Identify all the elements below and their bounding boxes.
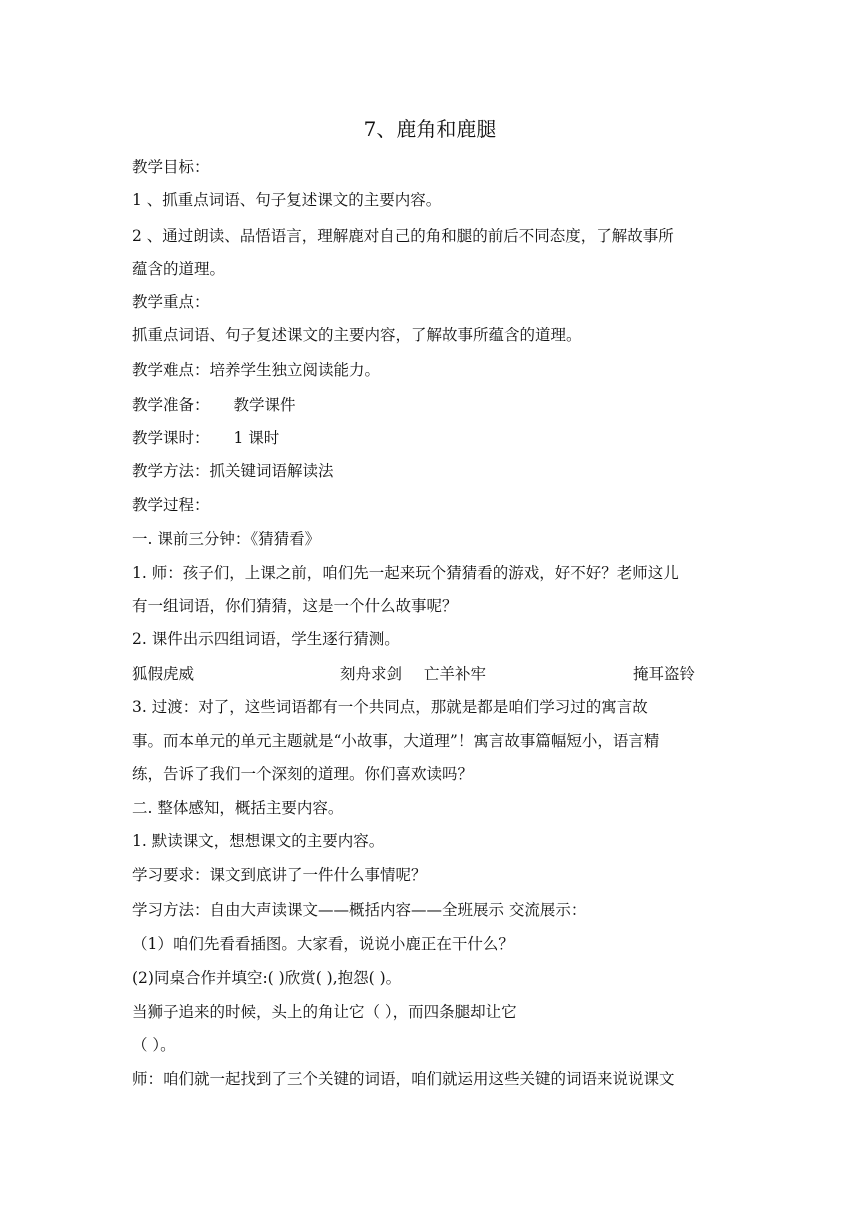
idiom-1: 狐假虎威 [132,665,195,683]
section-1-item-3-line-2: 事。而本单元的单元主题就是“小故事，大道理”！寓言故事篇幅短小，语言精 [132,732,660,750]
section-2-heading: 二. 整体感知，概括主要内容。 [132,799,344,817]
goal-item-2-line-1: 2 、通过朗读、品悟语言，理解鹿对自己的角和腿的前后不同态度，了解故事所 [132,227,674,245]
key-text: 抓重点词语、句子复述课文的主要内容，了解故事所蕴含的道理。 [132,326,582,344]
teacher-remark: 师：咱们就一起找到了三个关键的词语，咱们就运用这些关键的词语来说说课文 [132,1070,675,1088]
section-2-item-1: 1. 默读课文，想想课文的主要内容。 [132,832,385,850]
preparation-line [132,395,732,415]
section-1-heading: 一. 课前三分钟：《猜猜看》 [132,530,321,548]
section-1-item-3-line-3: 练，告诉了我们一个深刻的道理。你们喜欢读吗？ [132,765,474,783]
hours-label: 教学课时： [132,429,210,447]
goal-heading: 教学目标： [132,158,210,176]
question-1: （1）咱们先看看插图。大家看，说说小鹿正在干什么？ [132,935,514,953]
section-1-item-2: 2. 课件出示四组词语，学生逐行猜测。 [132,630,400,648]
method-line: 教学方法：抓关键词语解读法 [132,462,334,480]
study-requirement: 学习要求：课文到底讲了一件什么事情呢？ [132,866,427,884]
hours-line [132,428,732,448]
idiom-4: 掩耳盗铃 [633,665,696,683]
preparation-label: 教学准备： [132,396,210,414]
section-1-item-1-line-2: 有一组词语，你们猜猜，这是一个什么故事呢？ [132,597,458,615]
process-heading: 教学过程： [132,496,210,514]
section-1-item-1-line-1: 1. 师：孩子们，上课之前，咱们先一起来玩个猜猜看的游戏，好不好？老师这儿 [132,564,679,582]
question-3-line-2: （ ）。 [132,1036,176,1054]
key-heading: 教学重点： [132,293,210,311]
goal-item-1: 1 、抓重点词语、句子复述课文的主要内容。 [132,191,442,209]
question-2-fill-blank: (2)同桌合作并填空:( )欣赏( ),抱怨( )。 [132,969,402,987]
preparation-value: 教学课件 [233,396,296,414]
hours-value: 1 课时 [233,429,280,447]
goal-item-2-line-2: 蕴含的道理。 [132,260,226,278]
question-3-line-1: 当狮子追来的时候，头上的角让它（ ），而四条腿却让它 [132,1003,517,1021]
page-title: 7、鹿角和鹿腿 [363,117,497,141]
difficulty-line: 教学难点：培养学生独立阅读能力。 [132,361,381,379]
section-1-item-3-line-1: 3. 过渡：对了，这些词语都有一个共同点，那就是都是咱们学习过的寓言故 [132,698,648,716]
idiom-3: 亡羊补牢 [424,665,487,683]
study-method: 学习方法：自由大声读课文——概括内容——全班展示 交流展示： [132,901,587,919]
idiom-2: 刻舟求剑 [340,665,403,683]
